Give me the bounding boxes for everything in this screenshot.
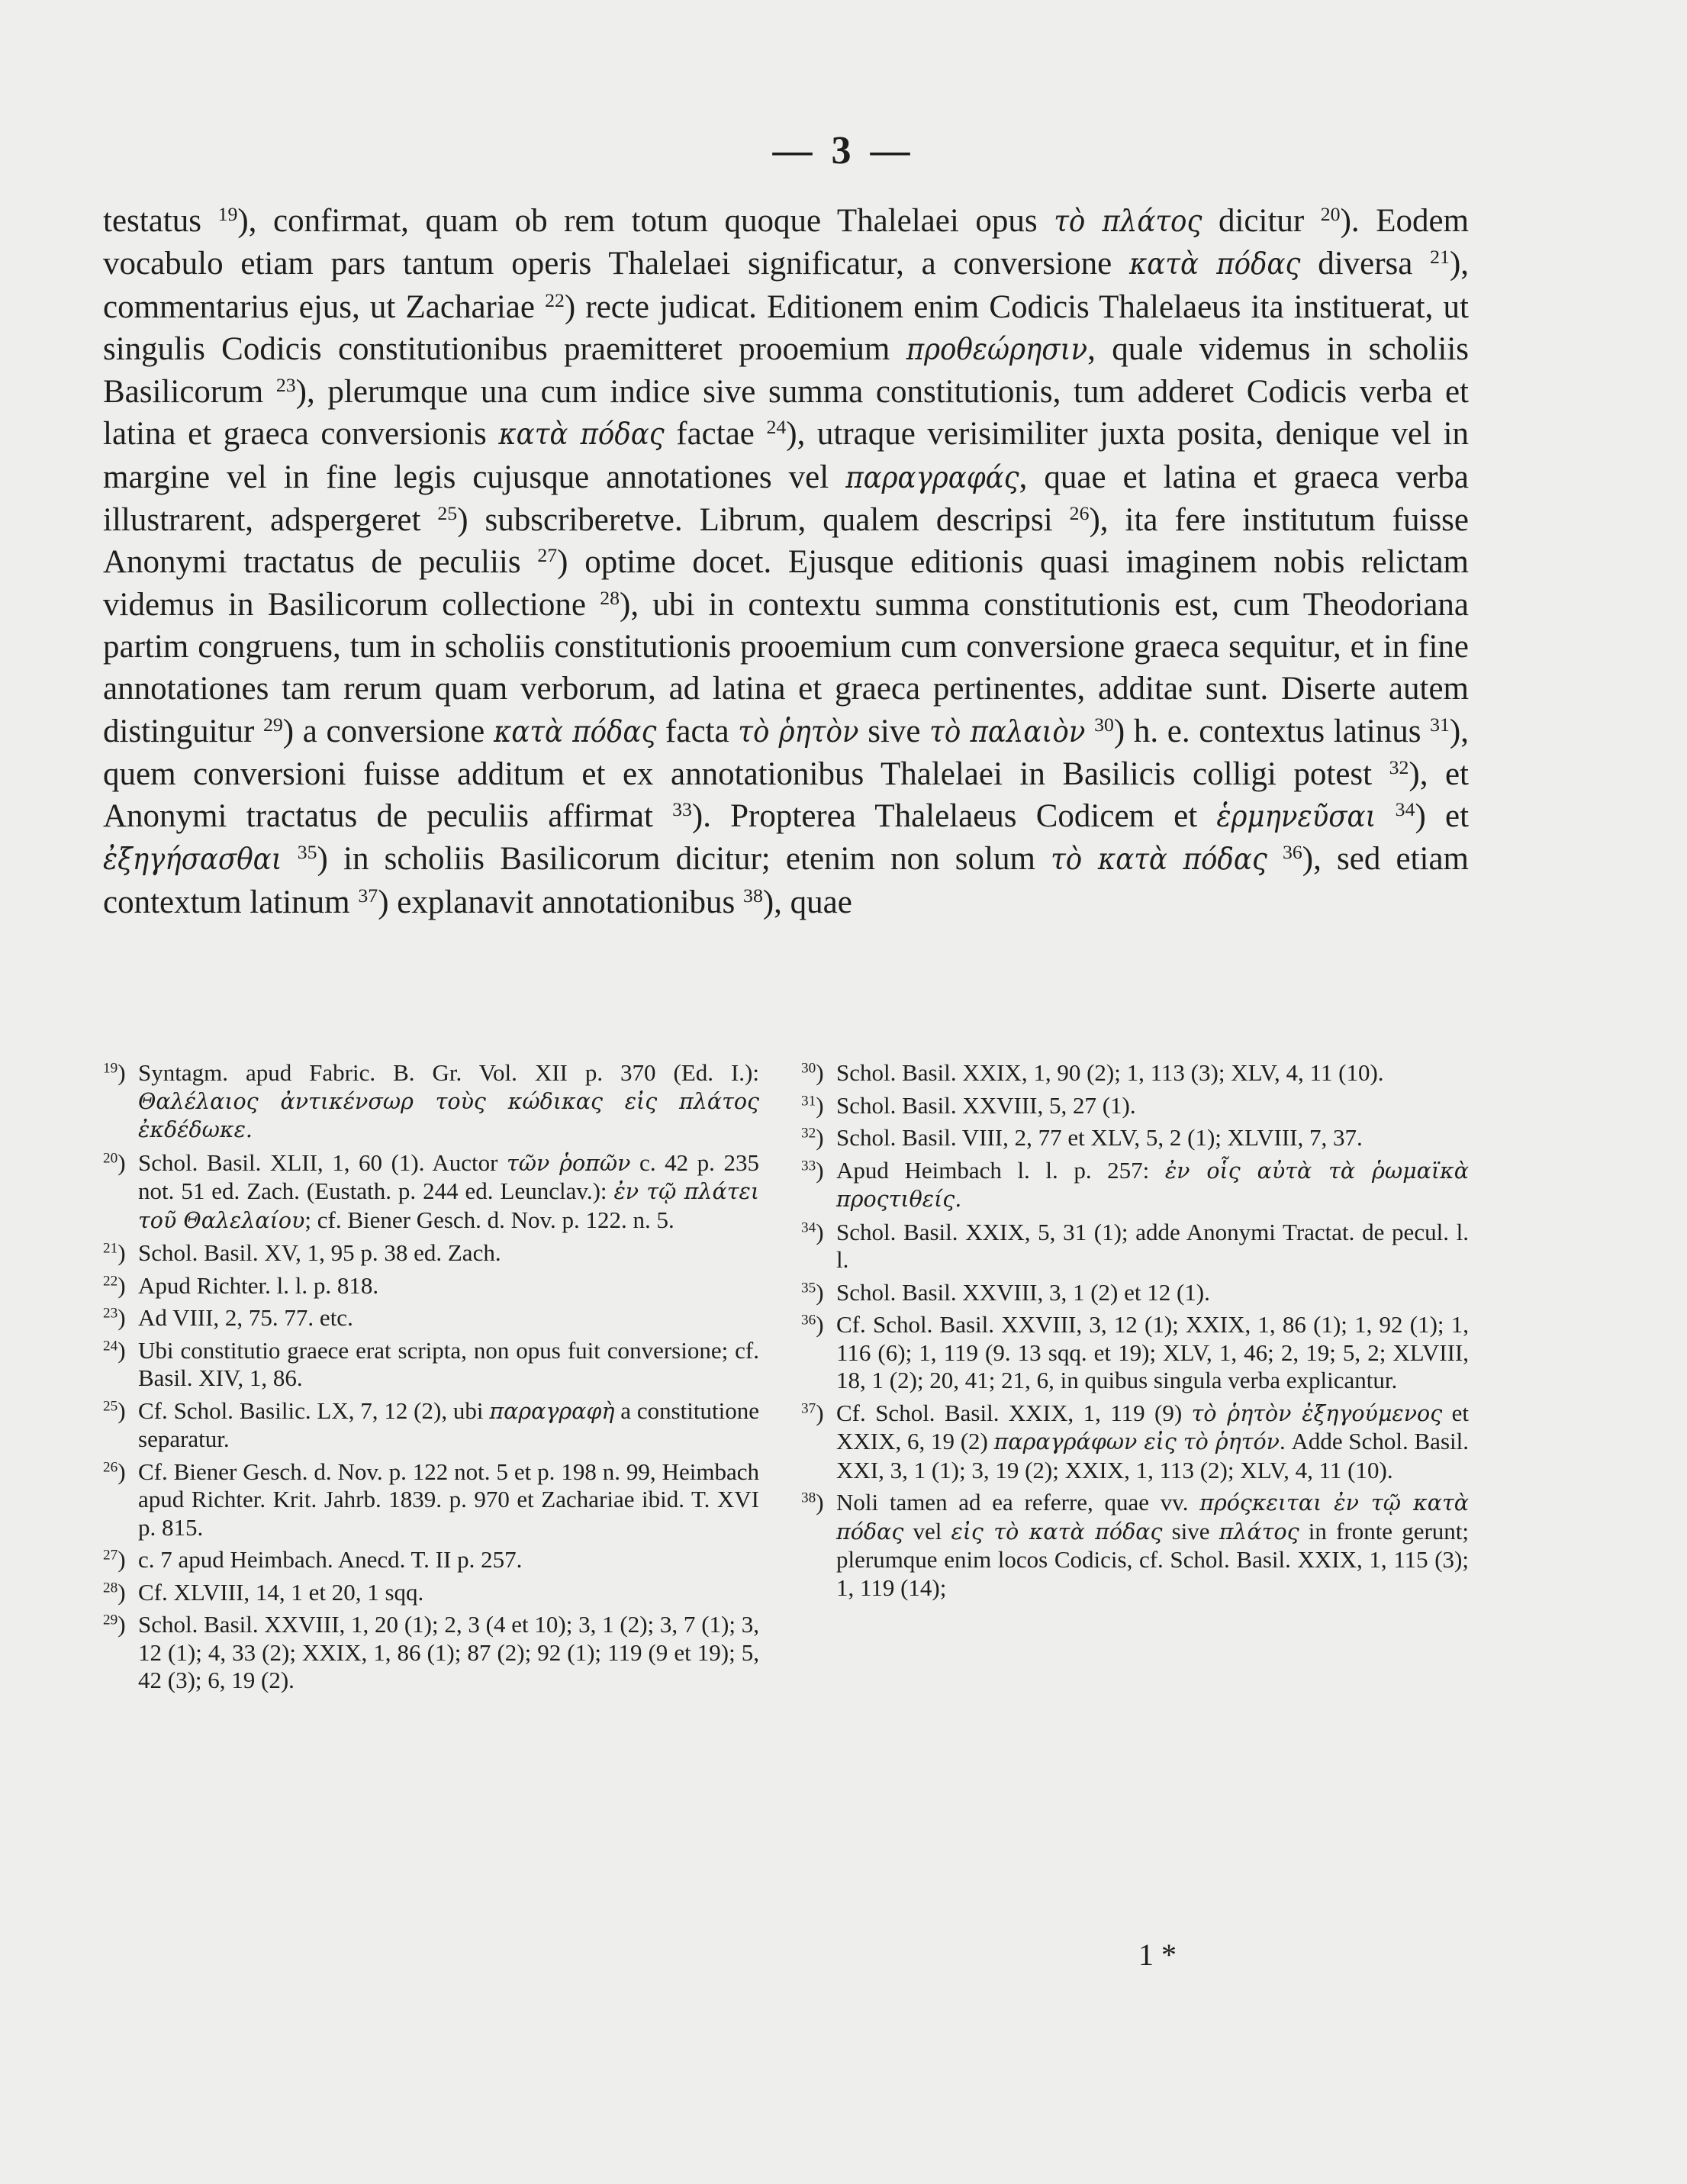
footnote-number-value: 30 [801, 1060, 816, 1077]
footnote-number: $^{29}$) [103, 1611, 126, 1638]
text-run [1085, 714, 1094, 749]
text-run: in fronte gerunt; plerumque enim locos Codicis, cf. Schol. Basil. XXIX, 1, 115 (3); 1, 119 (14); [836, 1517, 1470, 1601]
text-run: . Adde Schol. Basil. XXI, 3, 1 (1); 3, 19 (2); XXIX, 1, 113 (2); XLV, 4, 11 (10). [836, 1428, 1469, 1483]
footnote [103, 1149, 759, 1235]
main-body-text [103, 200, 1469, 923]
footnote-number: $^{32}$) [801, 1124, 824, 1151]
text-run: Cf. Schol. Basil. XXIX, 1, 119 (9) [836, 1399, 1192, 1426]
text-run: Noli tamen ad ea referre, quae vv. [836, 1489, 1200, 1516]
footnote [103, 1059, 759, 1145]
footnote-number: $^{22}$) [103, 1271, 126, 1299]
text-run [1376, 798, 1395, 834]
text-run: ; cf. Biener Gesch. d. Nov. p. 122. n. 5. [304, 1206, 674, 1233]
text-run: testatus [103, 203, 218, 239]
footnote [801, 1489, 1469, 1602]
text-run: ). Propterea Thalelaeus Codicem et [691, 798, 1217, 835]
text-run: , quale videmus in scholiis Basilicorum [103, 330, 1469, 411]
text-run: Schol. Basil. XXVIII, 5, 27 (1). [836, 1091, 1136, 1119]
footnote-number: $^{34}$) [801, 1218, 824, 1245]
text-run: et XXIX, 6, 19 (2) [836, 1399, 1469, 1454]
text-run: ) explanavit annotationibus [378, 884, 744, 920]
text-run: ), plerumque una cum indice sive summa constitutionis, tum adderet Codicis verba et latina et graeca conversionis [103, 374, 1469, 453]
greek-phrase: πρόςκειται ἐν τῷ κατὰ πόδας [836, 1490, 1469, 1545]
footnote [103, 1272, 759, 1300]
footnote [801, 1219, 1469, 1274]
text-run: ) recte judicat. Editionem enim Codicis Thalelaeus ita instituerat, ut singulis Codicis constitutionibus praemitteret prooemium [103, 288, 1469, 367]
greek-phrase: ἐξηγήσασθαι [103, 842, 282, 878]
footnote-number-value: 37 [801, 1400, 816, 1416]
footnote-ref: 28 [600, 586, 620, 609]
footnote-ref: 33 [672, 797, 692, 820]
footnote-number: $^{38}$) [801, 1489, 824, 1516]
text-run [282, 841, 298, 877]
text-run: diversa [1300, 246, 1431, 282]
footnote-ref: 22 [545, 288, 565, 311]
footnote-number: $^{21}$) [103, 1239, 126, 1266]
footnote-number: $^{31}$) [801, 1091, 824, 1119]
greek-phrase: τὸ πλάτος [1054, 204, 1202, 239]
text-run: Schol. Basil. XXVIII, 3, 1 (2) et 12 (1). [836, 1278, 1210, 1306]
footnote-ref: 25 [437, 501, 458, 524]
greek-phrase: τὸ παλαιὸν [929, 714, 1086, 749]
greek-phrase: πλάτος [1219, 1519, 1299, 1545]
text-run: ), quem conversioni fuisse additum et ex annotationibus Thalelaei in Basilicis colligi potest [103, 713, 1469, 792]
footnote-number: $^{28}$) [103, 1578, 126, 1606]
greek-phrase: τὸ ῥητὸν ἐξηγούμενος [1191, 1400, 1443, 1426]
greek-phrase: κατὰ πόδας [1128, 246, 1301, 282]
footnotes-right-column [801, 1059, 1469, 1606]
footnote-ref: 36 [1282, 841, 1302, 864]
footnote [103, 1458, 759, 1542]
text-run: , quae et latina et graeca verba illustrarent, adspergeret [103, 459, 1469, 539]
footnote-number: $^{36}$) [801, 1311, 824, 1338]
greek-phrase: προθεώρησιν [906, 331, 1088, 367]
text-run: Cf. Biener Gesch. d. Nov. p. 122 not. 5 et p. 198 n. 99, Heimbach apud Richter. Krit. Jahrb. 1839. p. 970 et Zachariae ibid. T. XVI p. 815. [138, 1458, 759, 1541]
text-run: ) subscriberetve. Librum, qualem descripsi [457, 502, 1070, 539]
greek-phrase: τὸ ῥητὸν [738, 714, 859, 749]
text-run: Cf. Schol. Basil. XXVIII, 3, 12 (1); XXIX, 1, 86 (1); 1, 92 (1); 1, 116 (6); 1, 119 (9. 13 sqq. et 19); XLV, 1, 46; 2, 19; 5, 2; XLVIII, 18, 1 (2); 20, 41; 21, 6, in quibus singula verba explicantur. [836, 1311, 1469, 1393]
greek-phrase: ἑρμηνεῦσαι [1216, 799, 1376, 835]
footnote-ref: 23 [275, 374, 296, 396]
greek-phrase: τὸ κατὰ πόδας [1051, 842, 1267, 878]
footnote-number-value: 38 [801, 1490, 816, 1506]
footnote-number: $^{30}$) [801, 1059, 824, 1086]
footnote [103, 1611, 759, 1695]
footnote-ref: 29 [262, 713, 283, 736]
footnote-number: $^{20}$) [103, 1148, 126, 1176]
footnote-ref: 31 [1430, 713, 1450, 736]
footnote [103, 1239, 759, 1268]
footnote-number-value: 36 [801, 1312, 816, 1329]
text-run: ), utraque verisimiliter juxta posita, denique vel in margine vel in fine legis cujusque annotationes vel [103, 416, 1470, 495]
text-run: vel [903, 1517, 951, 1545]
footnote [801, 1124, 1469, 1152]
footnote-ref: 32 [1389, 755, 1409, 778]
greek-phrase: εἰς τὸ κατὰ πόδας [951, 1519, 1163, 1545]
text-run: Apud Heimbach l. l. p. 257: [836, 1156, 1165, 1184]
text-run: ), ita fere institutum fuisse Anonymi tractatus de peculiis [103, 502, 1469, 581]
footnote-ref: 37 [358, 884, 378, 907]
footnote-number-value: 19 [103, 1060, 118, 1077]
text-run: c. 7 apud Heimbach. Anecd. T. II p. 257. [138, 1546, 523, 1573]
footnote-ref: 35 [297, 841, 317, 864]
text-run: Schol. Basil. XXIX, 1, 90 (2); 1, 113 (3); XLV, 4, 11 (10). [836, 1059, 1384, 1086]
text-run: a constitutione separatur. [138, 1396, 760, 1452]
text-run: Schol. Basil. XXVIII, 1, 20 (1); 2, 3 (4 et 10); 3, 1 (2); 3, 7 (1); 3, 12 (1); 4, 33 (2); XXIX, 1, 86 (1); 87 (2); 92 (1); 119 (9 et 19); 5, 42 (3); 6, 19 (2). [138, 1611, 759, 1693]
footnote-number-value: 27 [103, 1547, 118, 1564]
page-number: — 3 — [772, 129, 915, 172]
footnote-number-value: 32 [801, 1125, 816, 1142]
footnote-number-value: 34 [801, 1219, 816, 1235]
footnote-ref: 30 [1094, 713, 1114, 736]
text-run: ), et Anonymi tractatus de peculiis affirmat [103, 755, 1469, 835]
text-run: ) in scholiis Basilicorum dicitur; etenim non solum [317, 841, 1051, 878]
footnote-number-value: 23 [103, 1305, 118, 1322]
footnote [801, 1157, 1469, 1214]
text-run: ) optime docet. Ejusque editionis quasi imaginem nobis relictam videmus in Basilicorum collectione [103, 544, 1469, 623]
footnote-number-value: 28 [103, 1579, 118, 1596]
text-run [1267, 841, 1283, 877]
footnote-ref: 26 [1069, 501, 1090, 524]
footnote-ref: 19 [217, 202, 238, 225]
footnote [801, 1400, 1469, 1485]
footnote-number-value: 24 [103, 1337, 118, 1354]
text-run: sive [1162, 1517, 1219, 1545]
greek-phrase: κατὰ πόδας [493, 714, 657, 749]
footnote-number: $^{26}$) [103, 1458, 126, 1485]
text-run: Cf. XLVIII, 14, 1 et 20, 1 sqq. [138, 1578, 424, 1606]
footnote [103, 1546, 759, 1574]
footnote-number-value: 35 [801, 1279, 816, 1296]
footnote [103, 1579, 759, 1607]
text-run: ), sed etiam contextum latinum [103, 841, 1469, 920]
footnote [801, 1059, 1469, 1087]
footnote-number: $^{33}$) [801, 1156, 824, 1184]
footnote-number: $^{25}$) [103, 1396, 126, 1424]
text-run: Schol. Basil. VIII, 2, 77 et XLV, 5, 2 (1); XLVIII, 7, 37. [836, 1124, 1363, 1151]
footnote-number-value: 29 [103, 1612, 118, 1628]
text-run: ), quae [762, 884, 852, 920]
text-run: Schol. Basil. XLII, 1, 60 (1). Auctor [138, 1148, 507, 1176]
text-run: Schol. Basil. XXIX, 5, 31 (1); adde Anonymi Tractat. de pecul. l. l. [836, 1218, 1469, 1273]
footnote [103, 1397, 759, 1454]
text-run: ), confirmat, quam ob rem totum quoque Thalelaei opus [237, 203, 1054, 239]
text-run: c. 42 p. 235 not. 51 ed. Zach. (Eustath. p. 244 ed. Leunclav.): [138, 1148, 759, 1204]
footnote [801, 1092, 1469, 1120]
greek-phrase: ἐν οἷς αὐτὰ τὰ ῥωμαϊκὰ προςτιθείς. [836, 1158, 1469, 1212]
greek-phrase: παραγραφὴ [489, 1398, 615, 1424]
text-run: Cf. Schol. Basilic. LX, 7, 12 (2), ubi [138, 1396, 490, 1424]
footnotes-left-column [103, 1059, 759, 1699]
greek-phrase: τῶν ῥοπῶν [507, 1150, 631, 1176]
footnote-number-value: 31 [801, 1092, 816, 1109]
footnote-ref: 20 [1320, 202, 1341, 225]
footnote-ref: 38 [743, 884, 763, 907]
footnote [801, 1311, 1469, 1395]
footnote-number-value: 21 [103, 1240, 118, 1257]
footnote [103, 1337, 759, 1393]
text-run: ) h. e. contextus latinus [1113, 713, 1431, 749]
footnote-number: $^{35}$) [801, 1278, 824, 1306]
footnote-number: $^{23}$) [103, 1304, 126, 1331]
greek-phrase: παραγραφάς [845, 459, 1019, 495]
footnote-ref: 34 [1395, 797, 1415, 820]
footnote-number-value: 25 [103, 1397, 118, 1414]
text-run: Ubi constitutio graece erat scripta, non opus fuit conversione; cf. Basil. XIV, 1, 86. [138, 1336, 759, 1391]
text-run: sive [858, 713, 930, 749]
text-run: factae [664, 416, 767, 453]
footnote-ref: 27 [537, 544, 558, 567]
footnote-number: $^{19}$) [103, 1059, 126, 1086]
text-run: ) et [1415, 798, 1470, 835]
text-run: Apud Richter. l. l. p. 818. [138, 1271, 379, 1299]
greek-phrase: ἐν τῷ πλάτει τοῦ Θαλελαίου [138, 1179, 759, 1233]
footnote [103, 1304, 759, 1332]
footnote-number: $^{37}$) [801, 1399, 824, 1426]
greek-phrase: κατὰ πόδας [498, 417, 665, 453]
greek-phrase: Θαλέλαιος ἀντικένσωρ τοὺς κώδικας εἰς πλάτος ἐκδέδωκε. [138, 1088, 759, 1142]
footnote-number-value: 26 [103, 1458, 118, 1475]
footnote-number: $^{24}$) [103, 1336, 126, 1364]
footnote-number-value: 22 [103, 1272, 118, 1289]
footnote-number-value: 33 [801, 1157, 816, 1174]
text-run: ). Eodem vocabulo etiam pars tantum operis Thalelaei significatur, a conversione [103, 203, 1470, 282]
footnote-ref: 24 [766, 416, 787, 439]
footnote-number: $^{27}$) [103, 1546, 126, 1573]
footnote-ref: 21 [1430, 246, 1450, 269]
text-run: Syntagm. apud Fabric. B. Gr. Vol. XII p. 370 (Ed. I.): [138, 1059, 759, 1086]
footnote [801, 1279, 1469, 1307]
text-run: Ad VIII, 2, 75. 77. etc. [138, 1304, 353, 1331]
text-run: ) a conversione [282, 713, 494, 749]
text-run: dicitur [1202, 203, 1321, 239]
text-run: ), commentarius ejus, ut Zachariae [103, 246, 1470, 325]
text-run: facta [656, 713, 739, 749]
footnote-number-value: 20 [103, 1149, 118, 1166]
greek-phrase: παραγράφων εἰς τὸ ῥητόν [993, 1429, 1280, 1454]
text-run: Schol. Basil. XV, 1, 95 p. 38 ed. Zach. [138, 1239, 501, 1266]
signature-mark: 1 * [1138, 1938, 1177, 1972]
text-run: ), ubi in contextu summa constitutionis est, cum Theodoriana partim congruens, tum in scholiis constitutionis prooemium cum conversione graeca sequitur, et in fine annotationes tam rerum quam verborum, ad latina et graeca pertinentes, additae sunt. Diserte autem distinguitur [103, 586, 1469, 749]
